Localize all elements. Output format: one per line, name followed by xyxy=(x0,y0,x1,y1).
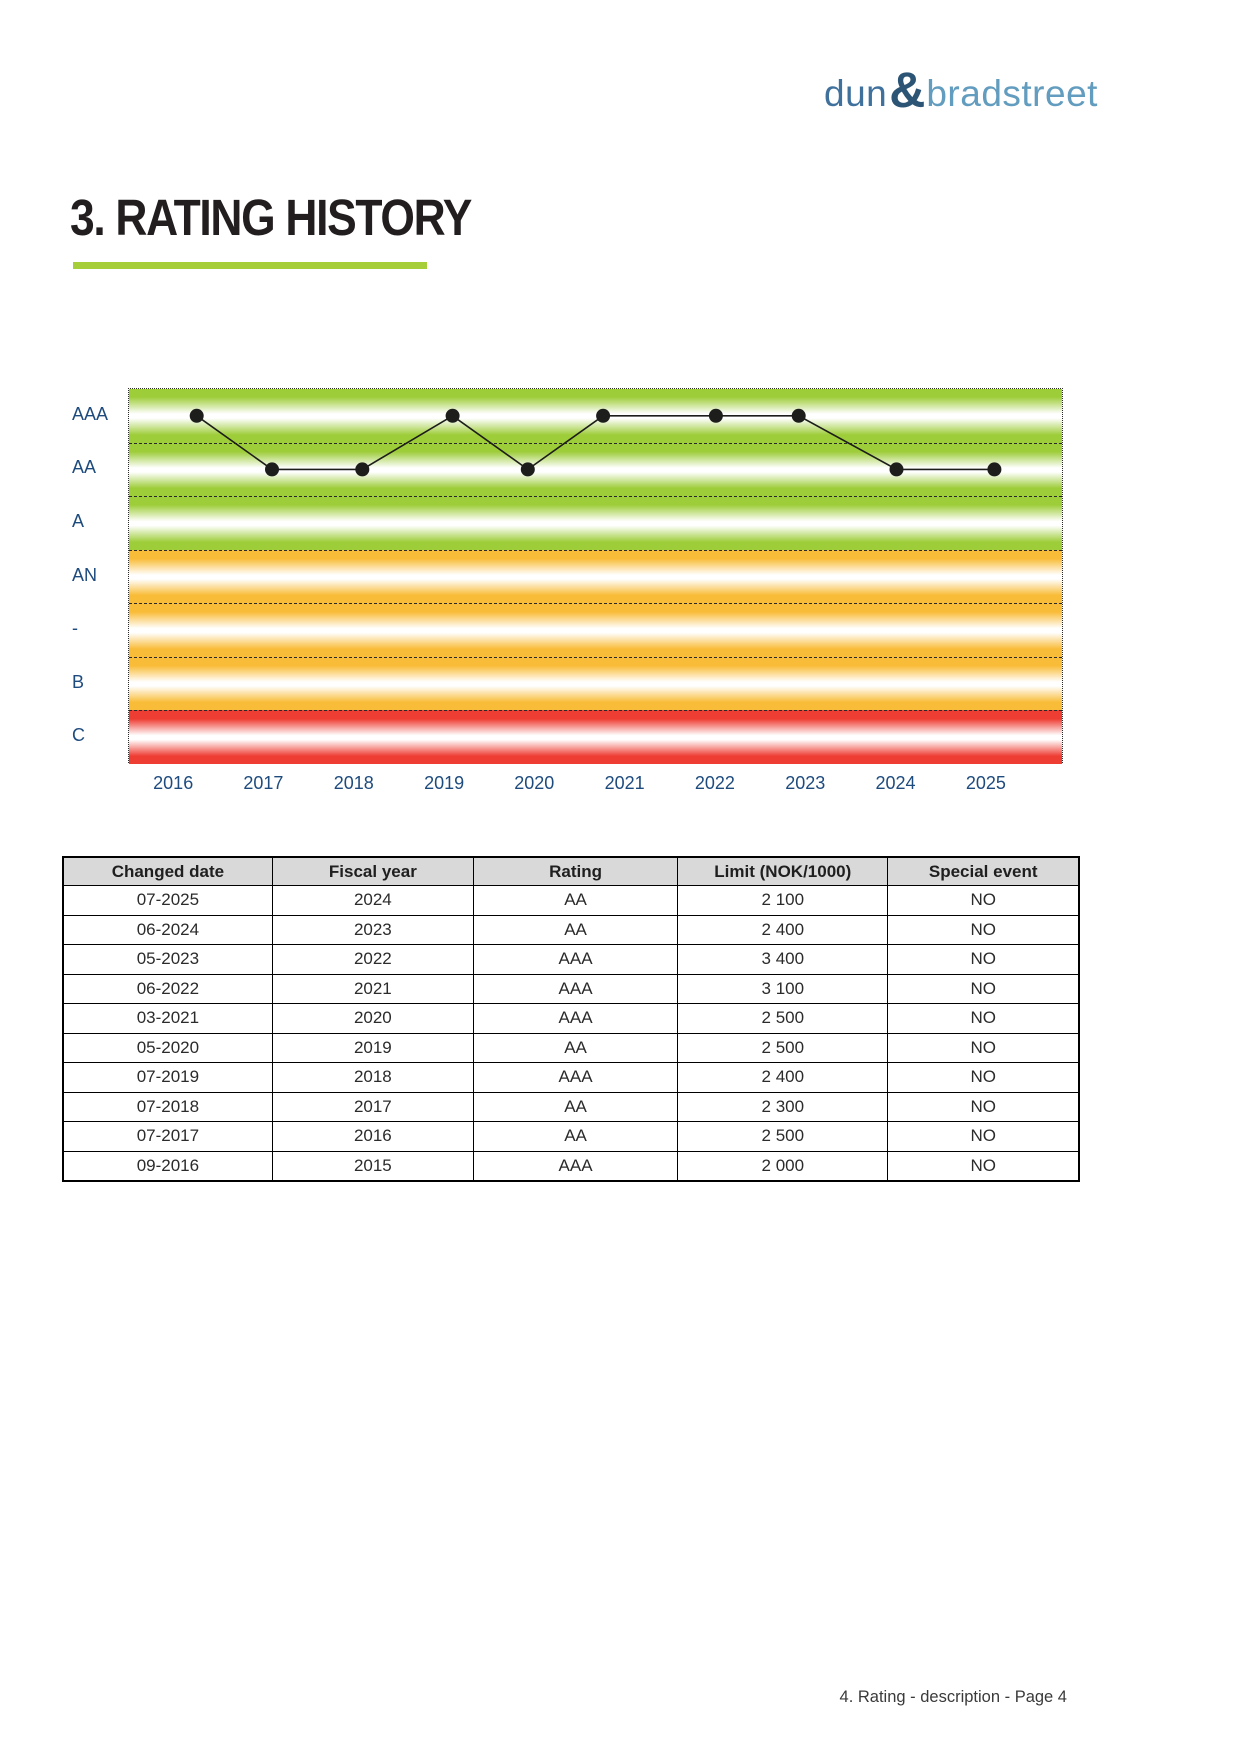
rating-point-05-2020-AA xyxy=(521,462,535,476)
y-axis-label-aa: AA xyxy=(72,457,97,478)
rating-line xyxy=(197,416,995,470)
table-cell: AAA xyxy=(473,974,677,1004)
column-header-fiscal-year: Fiscal year xyxy=(272,857,473,886)
table-header-row xyxy=(63,857,1079,886)
table-cell: 2 500 xyxy=(678,1122,888,1152)
table-row xyxy=(63,1122,1079,1152)
table-row xyxy=(63,974,1079,1004)
table-cell: 2 000 xyxy=(678,1151,888,1181)
y-axis-label-c: C xyxy=(72,725,85,746)
table-cell: AAA xyxy=(473,1063,677,1093)
page-footer: 4. Rating - description - Page 4 xyxy=(839,1688,1067,1706)
rating-history-table xyxy=(62,856,1080,1182)
table-cell: AAA xyxy=(473,945,677,975)
x-axis-label-2018: 2018 xyxy=(333,773,374,793)
table-cell: 2024 xyxy=(272,886,473,916)
table-row xyxy=(63,1063,1079,1093)
table-row xyxy=(63,915,1079,945)
title-accent-bar xyxy=(73,262,427,269)
table-cell: NO xyxy=(888,1122,1079,1152)
rating-point-03-2021-AAA xyxy=(596,409,610,423)
table-row xyxy=(63,945,1079,975)
table-cell: NO xyxy=(888,1063,1079,1093)
table-cell: 2017 xyxy=(272,1092,473,1122)
table-cell: 09-2016 xyxy=(63,1151,272,1181)
x-axis-label-2022: 2022 xyxy=(694,773,735,793)
x-axis-label-2025: 2025 xyxy=(965,773,1006,793)
y-axis-label-b: B xyxy=(72,671,85,692)
y-axis-label-aaa: AAA xyxy=(72,403,109,424)
table-row xyxy=(63,1004,1079,1034)
table-cell: 2021 xyxy=(272,974,473,1004)
table-cell: NO xyxy=(888,1092,1079,1122)
table-cell: 2018 xyxy=(272,1063,473,1093)
table-cell: 2 100 xyxy=(678,886,888,916)
table-cell: 07-2017 xyxy=(63,1122,272,1152)
table-cell: 03-2021 xyxy=(63,1004,272,1034)
table-cell: 3 400 xyxy=(678,945,888,975)
table-cell: 2020 xyxy=(272,1004,473,1034)
table-cell: 2023 xyxy=(272,915,473,945)
rating-point-09-2016-AAA xyxy=(190,409,204,423)
table-cell: AA xyxy=(473,886,677,916)
table-cell: NO xyxy=(888,915,1079,945)
logo-text-bradstreet: bradstreet xyxy=(926,72,1098,114)
rating-point-07-2018-AA xyxy=(355,462,369,476)
column-header-limit-nok-1000-: Limit (NOK/1000) xyxy=(678,857,888,886)
table-cell: 06-2024 xyxy=(63,915,272,945)
y-axis-label-a: A xyxy=(72,510,85,531)
table-cell: 2 400 xyxy=(678,915,888,945)
page-title-text: 3. RATING HISTORY xyxy=(70,189,472,246)
table-cell: NO xyxy=(888,945,1079,975)
dun-and-bradstreet-logo xyxy=(824,62,1098,118)
rating-point-06-2024-AA xyxy=(890,462,904,476)
column-header-special-event: Special event xyxy=(888,857,1079,886)
y-axis-label--: - xyxy=(72,618,78,639)
table-cell: 2022 xyxy=(272,945,473,975)
x-axis-label-2021: 2021 xyxy=(604,773,645,793)
table-row xyxy=(63,886,1079,916)
table-cell: AA xyxy=(473,1092,677,1122)
table-cell: AA xyxy=(473,915,677,945)
table-cell: AA xyxy=(473,1122,677,1152)
x-axis-label-2024: 2024 xyxy=(875,773,916,793)
table-cell: NO xyxy=(888,886,1079,916)
table-row xyxy=(63,1092,1079,1122)
table-cell: NO xyxy=(888,974,1079,1004)
table-cell: AAA xyxy=(473,1004,677,1034)
table-cell: 2016 xyxy=(272,1122,473,1152)
rating-point-07-2019-AAA xyxy=(446,409,460,423)
logo-ampersand-icon: & xyxy=(889,62,926,118)
rating-point-05-2023-AAA xyxy=(792,409,806,423)
column-header-rating: Rating xyxy=(473,857,677,886)
chart-plot-area xyxy=(128,388,1063,763)
rating-line-series xyxy=(129,389,1064,764)
table-cell: AA xyxy=(473,1033,677,1063)
table-cell: 05-2023 xyxy=(63,945,272,975)
table-row xyxy=(63,1033,1079,1063)
table-cell: 2 500 xyxy=(678,1033,888,1063)
table-cell: 2 400 xyxy=(678,1063,888,1093)
table-cell: 2019 xyxy=(272,1033,473,1063)
table-cell: NO xyxy=(888,1033,1079,1063)
column-header-changed-date: Changed date xyxy=(63,857,272,886)
table-cell: 2 300 xyxy=(678,1092,888,1122)
x-axis-label-2016: 2016 xyxy=(153,773,194,793)
rating-point-06-2022-AAA xyxy=(709,409,723,423)
table-cell: 05-2020 xyxy=(63,1033,272,1063)
x-axis-label-2017: 2017 xyxy=(243,773,284,793)
table-cell: NO xyxy=(888,1004,1079,1034)
table-cell: 2 500 xyxy=(678,1004,888,1034)
x-axis-label-2023: 2023 xyxy=(785,773,826,793)
page-title xyxy=(70,188,531,247)
x-axis-label-2020: 2020 xyxy=(514,773,555,793)
table-cell: 07-2019 xyxy=(63,1063,272,1093)
table-row xyxy=(63,1151,1079,1181)
table-cell: AAA xyxy=(473,1151,677,1181)
table-cell: 3 100 xyxy=(678,974,888,1004)
table-cell: 06-2022 xyxy=(63,974,272,1004)
rating-point-07-2025-AA xyxy=(987,462,1001,476)
logo-text-dun: dun xyxy=(824,72,888,114)
table-cell: NO xyxy=(888,1151,1079,1181)
table-cell: 2015 xyxy=(272,1151,473,1181)
x-axis-label-2019: 2019 xyxy=(424,773,465,793)
y-axis-label-an: AN xyxy=(72,564,98,585)
table-cell: 07-2025 xyxy=(63,886,272,916)
rating-point-07-2017-AA xyxy=(265,462,279,476)
table-cell: 07-2018 xyxy=(63,1092,272,1122)
